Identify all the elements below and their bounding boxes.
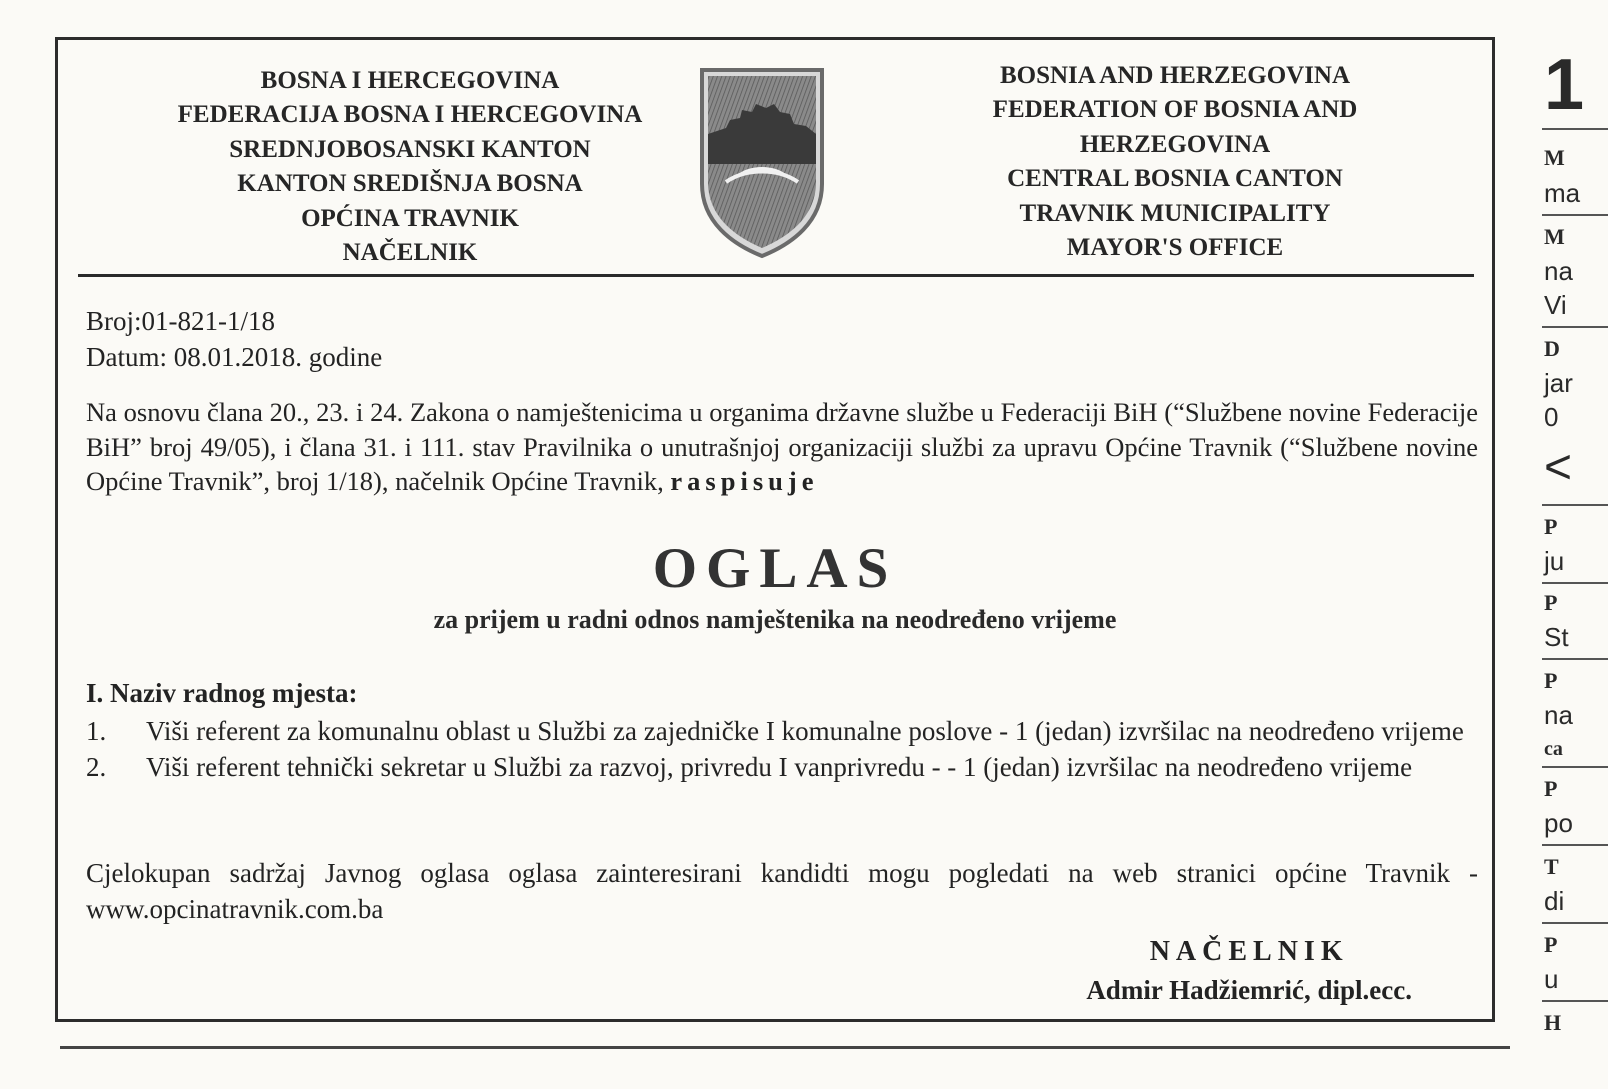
edge-divider [1542, 326, 1608, 328]
edge-fragment: ju [1544, 546, 1565, 576]
adjacent-column-fragments [1532, 0, 1608, 1089]
edge-fragment: 0 [1544, 402, 1559, 432]
document-number: Broj:01-821-1/18 [86, 306, 275, 336]
header-left [90, 64, 730, 270]
signature-name: Admir Hadžiemrić, dipl.ecc. [1086, 975, 1412, 1005]
page-title: OGLAS [652, 537, 898, 600]
header-left-line: FEDERACIJA BOSNA I HERCEGOVINA [177, 101, 643, 129]
notice-frame [55, 37, 1495, 1022]
list-item-number: 2. [86, 752, 107, 782]
intro-paragraph [86, 395, 1478, 499]
edge-fragment: u [1544, 964, 1559, 994]
edge-fragment: ma [1544, 178, 1581, 208]
section-heading: I. Naziv radnog mjesta: [86, 678, 358, 708]
edge-divider [1542, 214, 1608, 216]
header-right-line: BOSNIA AND HERZEGOVINA [999, 62, 1351, 89]
edge-divider [1542, 922, 1608, 924]
edge-fragment: Vi [1544, 290, 1567, 320]
edge-fragment: di [1544, 886, 1565, 916]
list-item-number: 1. [86, 716, 107, 746]
edge-divider [1542, 1000, 1608, 1002]
document-date: Datum: 08.01.2018. godine [86, 342, 383, 372]
edge-fragment: M [1544, 224, 1565, 249]
header-right-line: MAYOR'S OFFICE [1066, 234, 1284, 262]
header-left-line: OPĆINA TRAVNIK [301, 204, 519, 232]
list-item [86, 713, 1478, 749]
edge-fragment: jar [1544, 368, 1573, 398]
page-bottom-divider [60, 1046, 1510, 1049]
header-right-line: CENTRAL BOSNIA CANTON [1007, 165, 1343, 193]
edge-fragment: < [1544, 441, 1573, 494]
header-divider [78, 274, 1474, 277]
edge-divider [1542, 658, 1608, 660]
positions-list [86, 713, 1478, 785]
edge-divider [1542, 766, 1608, 768]
edge-fragment: P [1544, 590, 1558, 615]
edge-fragment: ca [1544, 738, 1563, 760]
list-item [86, 749, 1478, 785]
edge-fragment: na [1544, 256, 1573, 286]
signature-block [1086, 932, 1412, 1008]
edge-divider [1542, 504, 1608, 506]
closing-paragraph: Cjelokupan sadržaj Javnog oglasa oglasa zainteresirani kandidti mogu pogledati na web stranici općine Travnik - www.opcinatravnik.com.ba [86, 858, 1478, 924]
header-left-line: KANTON SREDIŠNJA BOSNA [237, 170, 583, 198]
intro-text: Na osnovu člana 20., 23. i 24. Zakona o namještenicima u organima državne službe u Federaciji BiH (“Službene novine Federacije BiH” broj 49/05), i člana 31. i 111. stav Pravilnika o unutrašnjoj organizaciji službi za upravu Općine Travnik (“Službene novine Općine Travnik”, broj 1/18), načelnik Općine Travnik, [86, 397, 1478, 496]
edge-divider [1542, 582, 1608, 584]
edge-fragment: D [1544, 336, 1560, 361]
edge-fragment: 1 [1544, 45, 1585, 125]
list-item-text: Viši referent tehnički sekretar u Službi za razvoj, privredu I vanprivredu - - 1 (jedan) izvršilac na neodređeno vrijeme [146, 752, 1413, 782]
header-right-line: HERZEGOVINA [1079, 130, 1271, 158]
header-left-line: BOSNA I HERCEGOVINA [260, 67, 560, 94]
edge-fragment: P [1544, 932, 1558, 957]
edge-divider [1542, 128, 1608, 130]
header-right-line: FEDERATION OF BOSNIA AND [992, 96, 1358, 124]
header-left-line: SREDNJOBOSANSKI KANTON [229, 135, 591, 163]
signature-role: NAČELNIK [1149, 936, 1349, 967]
header-right-line: TRAVNIK MUNICIPALITY [1019, 199, 1331, 227]
edge-fragment: na [1544, 700, 1573, 730]
coat-of-arms-icon [696, 64, 828, 260]
header-left-line: NAČELNIK [342, 239, 478, 267]
edge-fragment: P [1544, 776, 1558, 801]
edge-divider [1542, 844, 1608, 846]
edge-fragment: T [1544, 854, 1559, 879]
edge-fragment: H [1544, 1010, 1562, 1035]
edge-fragment: St [1544, 622, 1569, 652]
list-item-text: Viši referent za komunalnu oblast u Službi za zajedničke I komunalne poslove - 1 (jedan) izvršilac na neodređeno vrijeme [146, 716, 1464, 746]
edge-fragment: po [1544, 808, 1573, 838]
intro-raspisuje: raspisuje [670, 466, 819, 496]
header-right [855, 59, 1495, 265]
edge-fragment: P [1544, 668, 1558, 693]
edge-fragment: P [1544, 514, 1558, 539]
edge-fragment: M [1544, 145, 1565, 170]
page-subtitle: za prijem u radni odnos namještenika na neodređeno vrijeme [433, 605, 1117, 634]
